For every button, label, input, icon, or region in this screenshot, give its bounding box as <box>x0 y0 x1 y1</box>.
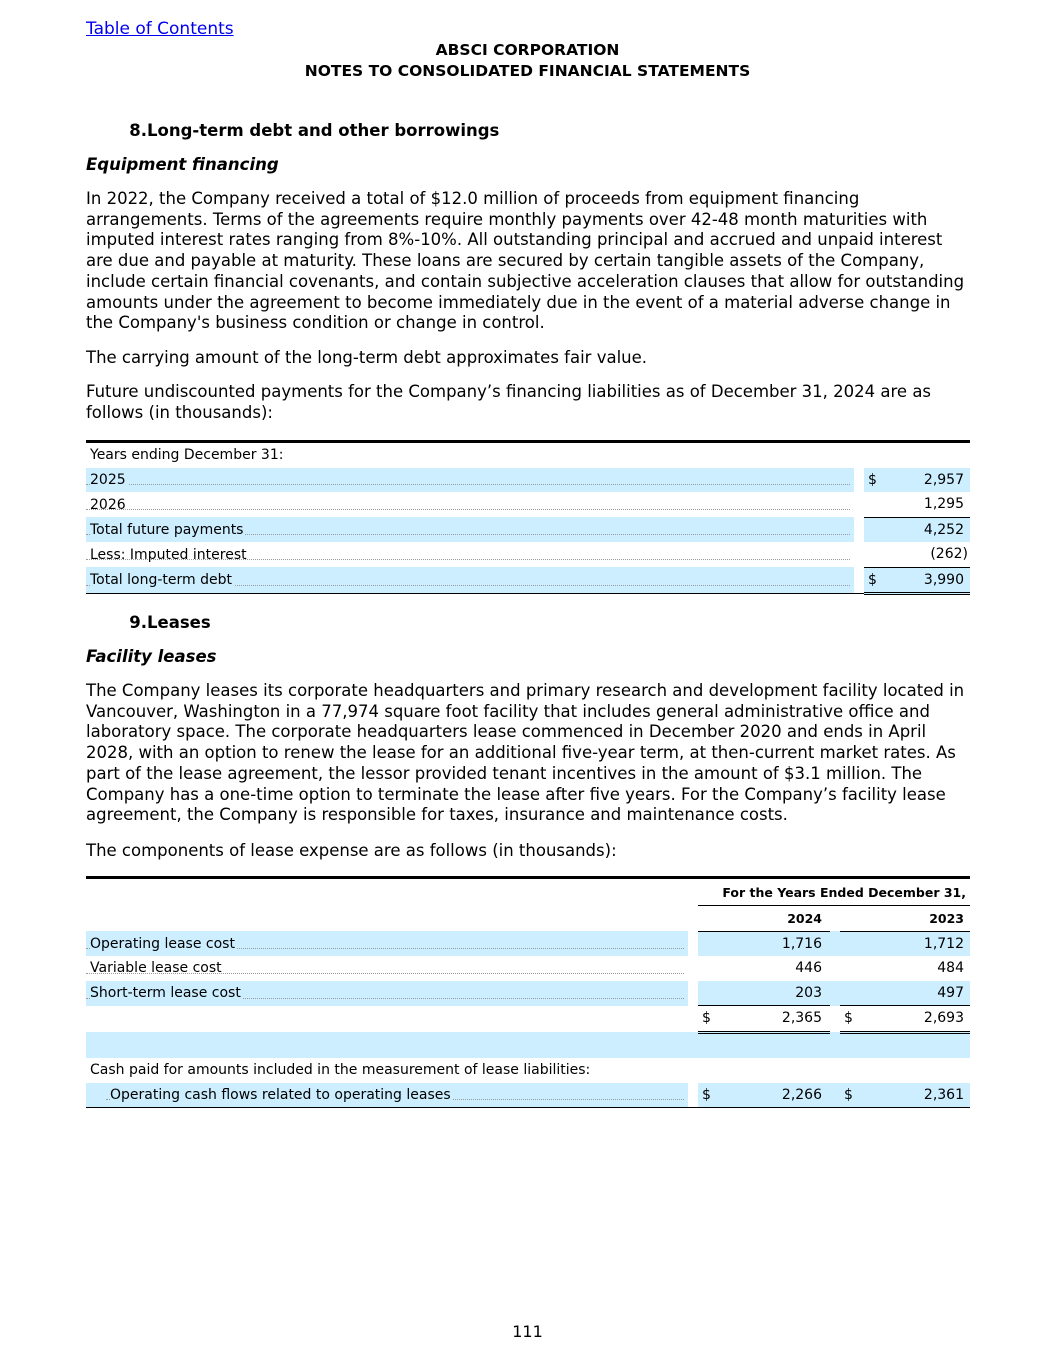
section-9-title: Leases <box>147 613 211 632</box>
row-value: 2,957 <box>886 468 970 493</box>
section-9-number: 9. <box>129 613 147 632</box>
total-2023: 2,693 <box>862 1006 970 1033</box>
company-name: ABSCI CORPORATION <box>435 41 620 59</box>
page-number: 111 <box>512 1322 543 1341</box>
table-row <box>86 468 970 493</box>
facility-leases-paragraph: The Company leases its corporate headquarters and primary research and development facility located in Vancouver, Washington in a 77,974 square foot facility that includes general administrative office and laboratory space. The corporate headquarters lease commenced in December 2020 and ends in April 2028, with an option to renew the lease for an additional five-year term, at then-current market rates. As part of the lease agreement, the lessor provided tenant incentives in the amount of $3.1 million. The Company has a one-time option to terminate the lease after five years. For the Company’s facility lease agreement, the Company is responsible for taxes, insurance and maintenance costs. <box>86 681 965 825</box>
table-row <box>86 1058 970 1083</box>
table-row <box>86 931 970 956</box>
row-value-2023: 497 <box>862 981 970 1006</box>
currency-symbol: $ <box>840 1006 862 1033</box>
table-row <box>86 492 970 517</box>
facility-leases-subheading: Facility leases <box>86 647 217 666</box>
row-value: 1,295 <box>886 492 970 517</box>
equipment-financing-paragraph: In 2022, the Company received a total of $12.0 million of proceeds from equipment financing arrangements. Terms of the agreements require monthly payments over 42-48 month maturities with imputed interest rates ranging from 8%-10%. All outstanding principal and accrued and unpaid interest are due and payable at maturity. These loans are secured by certain tangible assets of the Company, include certain financial covenants, and contain subjective acceleration clauses that allow for outstanding amounts under the agreement to become immediately due in the event of a material adverse change in the Company's business condition or change in control. <box>86 189 965 333</box>
row-value-2024: 446 <box>795 960 822 977</box>
equipment-financing-subheading: Equipment financing <box>86 155 279 174</box>
row-value-2024: 203 <box>720 981 830 1006</box>
total-2024: 2,365 <box>720 1006 830 1033</box>
fair-value-paragraph: The carrying amount of the long-term debt approximates fair value. <box>86 348 648 367</box>
row-label: 2026 <box>90 496 126 513</box>
cash-2023: 2,361 <box>862 1083 970 1108</box>
lease-expense-intro: The components of lease expense are as follows (in thousands): <box>86 841 617 860</box>
years-ending-header: Years ending December 31: <box>90 447 284 464</box>
currency-symbol: $ <box>840 1083 862 1108</box>
row-value: (262) <box>886 542 970 567</box>
cash-paid-header: Cash paid for amounts included in the measurement of lease liabilities: <box>90 1062 591 1079</box>
currency-symbol: $ <box>698 1006 720 1033</box>
period-header: For the Years Ended December 31, <box>698 878 970 906</box>
currency-symbol: $ <box>864 567 886 594</box>
year-2024-header: 2024 <box>698 906 830 932</box>
section-8-number: 8. <box>129 121 147 140</box>
row-value: 3,990 <box>886 567 970 594</box>
table-row <box>86 567 970 594</box>
table-row <box>86 1032 970 1058</box>
year-2023-header: 2023 <box>840 906 970 932</box>
table-row <box>86 542 970 567</box>
section-8-title: Long-term debt and other borrowings <box>147 121 500 140</box>
section-8-heading <box>86 121 499 140</box>
row-value-2024: 1,716 <box>720 931 830 956</box>
table-row <box>86 878 970 906</box>
row-value-2023: 484 <box>937 960 964 977</box>
section-9-heading <box>86 613 211 632</box>
currency-symbol: $ <box>864 468 886 493</box>
document-title: NOTES TO CONSOLIDATED FINANCIAL STATEMENTS <box>304 62 751 80</box>
table-row <box>86 956 970 981</box>
row-label: Operating lease cost <box>90 935 235 952</box>
row-label: Short-term lease cost <box>90 985 241 1001</box>
table-of-contents-link[interactable]: Table of Contents <box>86 19 234 39</box>
future-payments-intro: Future undiscounted payments for the Company’s financing liabilities as of December 31, 2024 are as follows (in thousands): <box>86 382 932 422</box>
table-row <box>86 981 970 1006</box>
row-label: Total future payments <box>90 521 244 538</box>
table-row <box>86 1006 970 1033</box>
table-row <box>86 906 970 932</box>
cash-2024: 2,266 <box>720 1083 830 1108</box>
row-label: Variable lease cost <box>90 960 222 977</box>
table-row <box>86 1083 970 1108</box>
debt-payments-table <box>86 440 970 595</box>
currency-symbol: $ <box>698 1083 720 1108</box>
row-label: 2025 <box>90 471 126 488</box>
row-label: Operating cash flows related to operating leases <box>110 1086 451 1103</box>
table-row <box>86 517 970 542</box>
row-value: 4,252 <box>886 517 970 542</box>
row-label: Less: Imputed interest <box>90 546 247 563</box>
table-row <box>86 442 970 468</box>
lease-expense-table <box>86 876 970 1108</box>
row-value-2023: 1,712 <box>862 931 970 956</box>
row-label: Total long-term debt <box>90 572 232 588</box>
